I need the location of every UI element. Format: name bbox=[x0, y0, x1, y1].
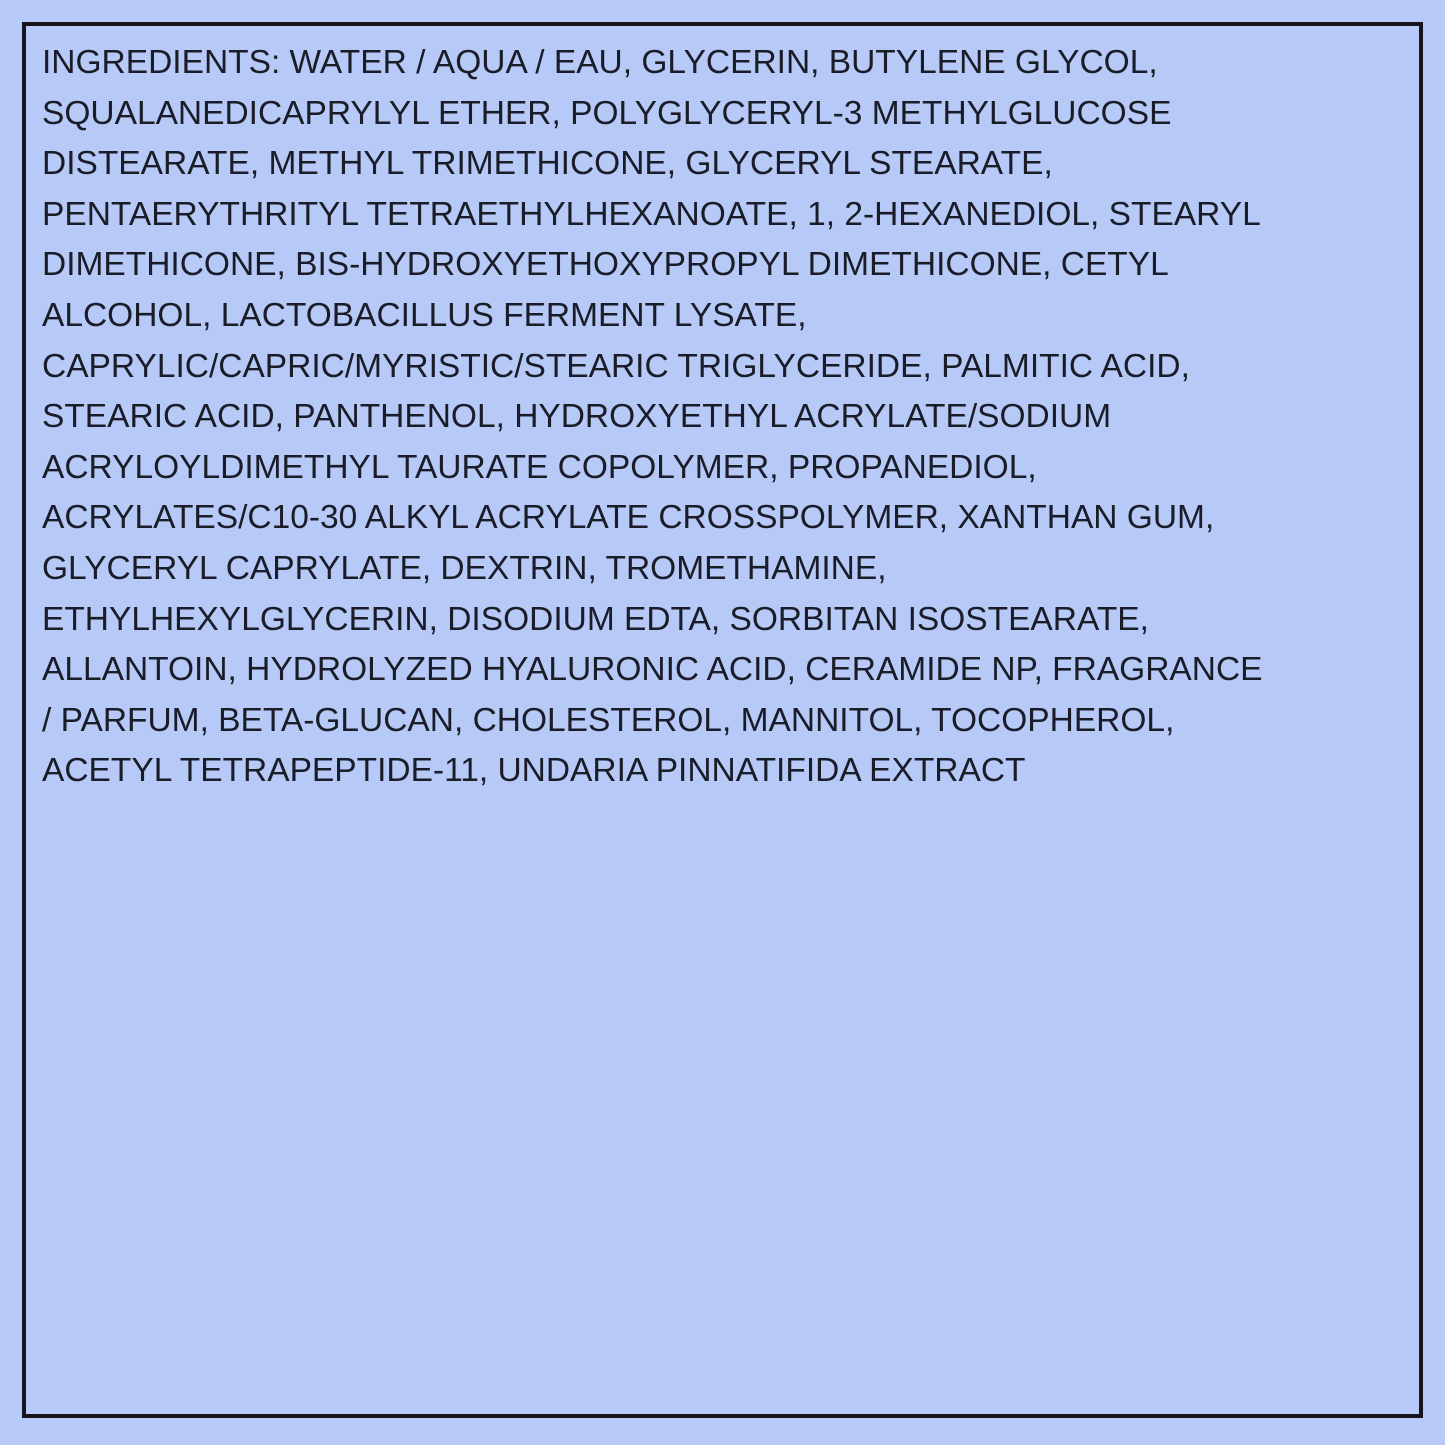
ingredients-line: DISTEARATE, METHYL TRIMETHICONE, GLYCERYL STEARATE, bbox=[42, 145, 1053, 183]
ingredients-line: / PARFUM, BETA-GLUCAN, CHOLESTEROL, MANNITOL, TOCOPHEROL, bbox=[42, 701, 1175, 739]
ingredients-line: ALCOHOL, LACTOBACILLUS FERMENT LYSATE, bbox=[42, 296, 807, 334]
ingredients-line: GLYCERYL CAPRYLATE, DEXTRIN, TROMETHAMINE, bbox=[42, 549, 887, 587]
ingredients-line: ETHYLHEXYLGLYCERIN, DISODIUM EDTA, SORBITAN ISOSTEARATE, bbox=[42, 600, 1149, 638]
ingredients-line: SQUALANEDICAPRYLYL ETHER, POLYGLYCERYL-3 METHYLGLUCOSE bbox=[42, 94, 1172, 132]
ingredients-line: PENTAERYTHRITYL TETRAETHYLHEXANOATE, 1, 2-HEXANEDIOL, STEARYL bbox=[42, 195, 1261, 233]
ingredients-line: ACRYLOYLDIMETHYL TAURATE COPOLYMER, PROPANEDIOL, bbox=[42, 448, 1037, 486]
ingredients-line: DIMETHICONE, BIS-HYDROXYETHOXYPROPYL DIMETHICONE, CETYL bbox=[42, 246, 1169, 284]
ingredients-line: STEARIC ACID, PANTHENOL, HYDROXYETHYL ACRYLATE/SODIUM bbox=[42, 398, 1112, 436]
ingredients-line: ALLANTOIN, HYDROLYZED HYALURONIC ACID, CERAMIDE NP, FRAGRANCE bbox=[42, 651, 1263, 689]
ingredients-line: CAPRYLIC/CAPRIC/MYRISTIC/STEARIC TRIGLYCERIDE, PALMITIC ACID, bbox=[42, 347, 1190, 385]
ingredients-line: ACRYLATES/C10-30 ALKYL ACRYLATE CROSSPOLYMER, XANTHAN GUM, bbox=[42, 499, 1215, 537]
ingredients-line: ACETYL TETRAPEPTIDE-11, UNDARIA PINNATIFIDA EXTRACT bbox=[42, 752, 1026, 790]
ingredients-line: INGREDIENTS: WATER / AQUA / EAU, GLYCERIN, BUTYLENE GLYCOL, bbox=[42, 44, 1158, 81]
ingredients-list bbox=[42, 38, 1402, 797]
